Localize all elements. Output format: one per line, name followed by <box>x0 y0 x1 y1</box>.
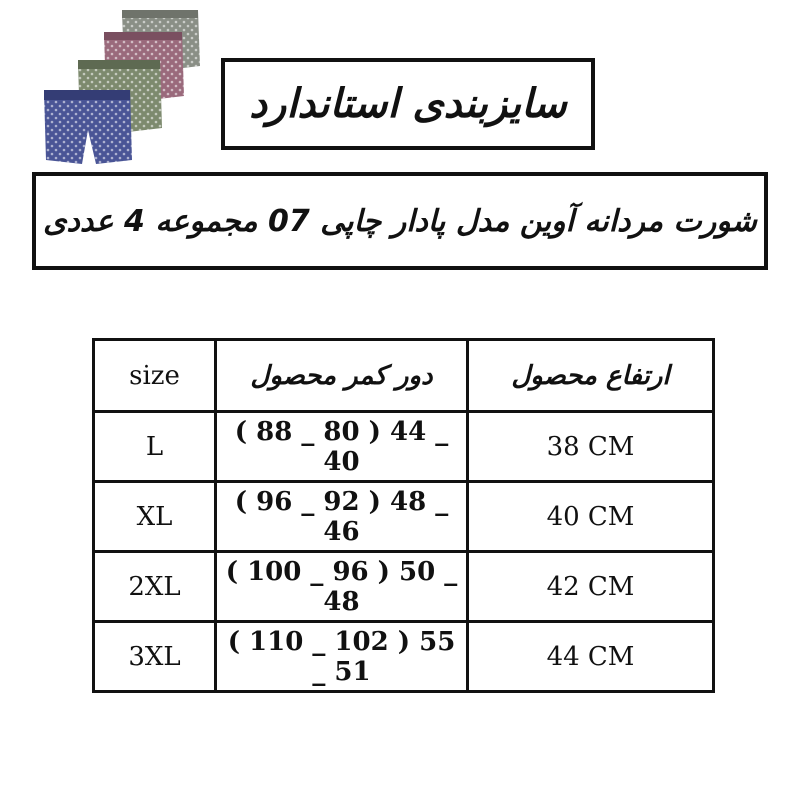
product-image <box>38 4 208 166</box>
length-cell: 38 CM <box>468 412 714 482</box>
table-row <box>94 482 714 552</box>
waist-cell: ( 110 _ 102 ) 55 _ 51 <box>216 622 468 692</box>
waist-cell: ( 100 _ 96 ) 50 _ 48 <box>216 552 468 622</box>
length-cell: 44 CM <box>468 622 714 692</box>
product-name-box <box>32 172 768 270</box>
size-cell: 2XL <box>94 552 216 622</box>
page-title-text: سایزبندی استاندارد <box>249 81 567 127</box>
header-waist: دور کمر محصول <box>216 340 468 412</box>
page-title <box>221 58 595 150</box>
size-cell: 3XL <box>94 622 216 692</box>
length-cell: 40 CM <box>468 482 714 552</box>
size-cell: L <box>94 412 216 482</box>
table-header-row <box>94 340 714 412</box>
table-row <box>94 552 714 622</box>
waist-cell: ( 96 _ 92 ) 48 _ 46 <box>216 482 468 552</box>
size-chart-table <box>92 338 715 693</box>
size-cell: XL <box>94 482 216 552</box>
product-name-text: شورت مردانه آوین مدل پادار چاپی 07 مجموعه 4 عددی <box>43 203 757 239</box>
table-row <box>94 622 714 692</box>
length-cell: 42 CM <box>468 552 714 622</box>
waist-cell: ( 88 _ 80 ) 44 _ 40 <box>216 412 468 482</box>
header-size: size <box>94 340 216 412</box>
header-length: ارتفاع محصول <box>468 340 714 412</box>
boxer-blue-icon <box>44 90 132 164</box>
table-row <box>94 412 714 482</box>
